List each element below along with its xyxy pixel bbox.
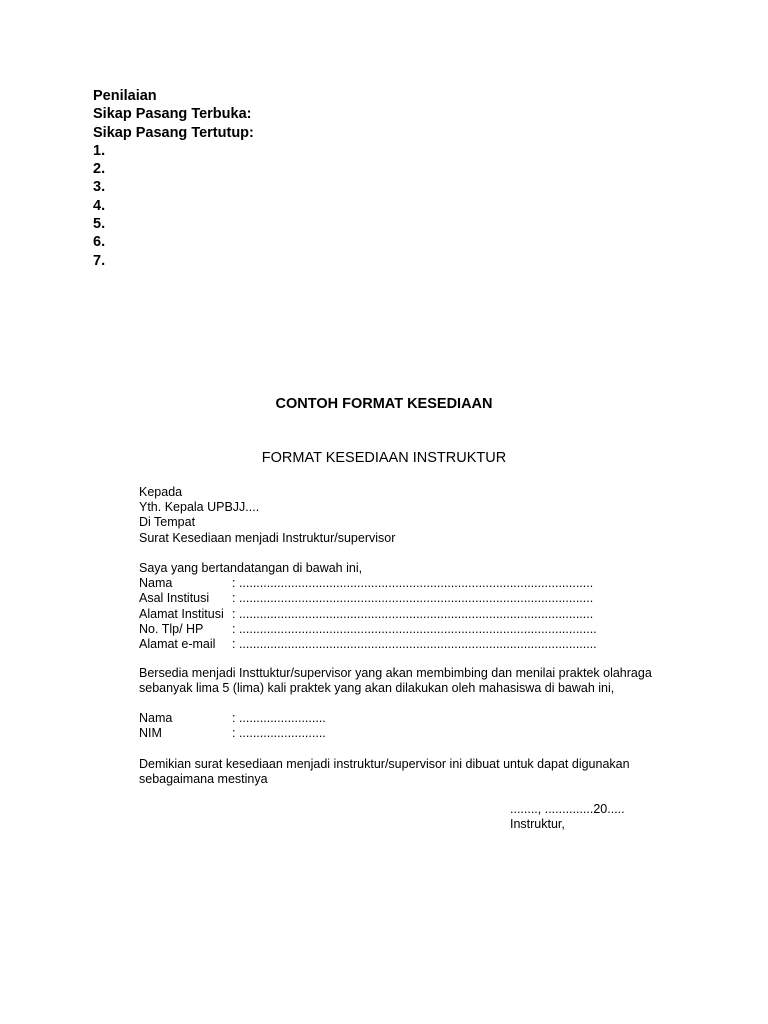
student-field-name: [139, 711, 326, 726]
field-label: NIM: [139, 726, 162, 741]
field-label: Alamat e-mail: [139, 637, 216, 652]
student-block: [139, 711, 326, 741]
closing-paragraph: [139, 757, 630, 787]
assessment-list: [93, 87, 254, 270]
assessment-heading: Penilaian: [93, 88, 157, 104]
letter-subject: Surat Kesediaan menjadi Instruktur/supervisor: [139, 530, 396, 545]
signature-block: [510, 802, 625, 832]
assessment-closed-stance: Sikap Pasang Tertutup:: [93, 124, 254, 141]
identity-field-institution-address: [139, 607, 597, 622]
paragraph-line: Demikian surat kesediaan menjadi instruktur/supervisor ini dibuat untuk dapat digunakan: [139, 757, 630, 771]
student-field-nim: [139, 726, 326, 741]
signature-role: Instruktur,: [510, 817, 565, 832]
address-line: Di Tempat: [139, 515, 196, 530]
field-blank: : ......................................................................................................: [232, 591, 594, 606]
signature-date: ........, ..............20.....: [510, 802, 625, 816]
identity-block: [139, 561, 597, 652]
list-item: 2.: [93, 161, 106, 178]
identity-field-institution: [139, 591, 597, 606]
field-label: Asal Institusi: [139, 591, 210, 606]
identity-intro: Saya yang bertandatangan di bawah ini,: [139, 561, 363, 575]
paragraph-line: sebanyak lima 5 (lima) kali praktek yang akan dilakukan oleh mahasiswa di bawah ini,: [139, 681, 615, 696]
identity-field-name: [139, 576, 597, 591]
list-item: 5.: [93, 216, 106, 233]
address-line: Yth. Kepala UPBJJ....: [139, 500, 260, 515]
main-title: CONTOH FORMAT KESEDIAAN: [275, 396, 493, 412]
field-blank: : .........................: [232, 726, 326, 741]
paragraph-line: sebagaimana mestinya: [139, 772, 268, 787]
field-blank: : .......................................................................................................: [232, 621, 597, 636]
identity-field-phone: [139, 622, 597, 637]
list-item: 3.: [93, 179, 106, 196]
identity-field-email: [139, 637, 597, 652]
list-item: 4.: [93, 197, 106, 214]
address-line: Kepada: [139, 485, 183, 499]
field-blank: : ......................................................................................................: [232, 576, 594, 591]
field-blank: : .........................: [232, 711, 326, 725]
list-item: 6.: [93, 234, 106, 251]
assessment-open-stance: Sikap Pasang Terbuka:: [93, 106, 252, 123]
list-item: 1.: [93, 142, 106, 159]
field-label: Nama: [139, 711, 173, 725]
field-label: Nama: [139, 576, 173, 591]
willingness-paragraph: [139, 666, 652, 696]
field-blank: : ......................................................................................................: [232, 606, 594, 621]
paragraph-line: Bersedia menjadi Insttuktur/supervisor yang akan membimbing dan menilai praktek olahraga: [139, 666, 652, 680]
field-label: No. Tlp/ HP: [139, 621, 204, 636]
field-blank: : .......................................................................................................: [232, 637, 597, 652]
list-item: 7.: [93, 252, 106, 269]
field-label: Alamat Institusi: [139, 606, 224, 621]
address-block: [139, 485, 395, 546]
sub-title: FORMAT KESEDIAAN INSTRUKTUR: [261, 450, 507, 466]
